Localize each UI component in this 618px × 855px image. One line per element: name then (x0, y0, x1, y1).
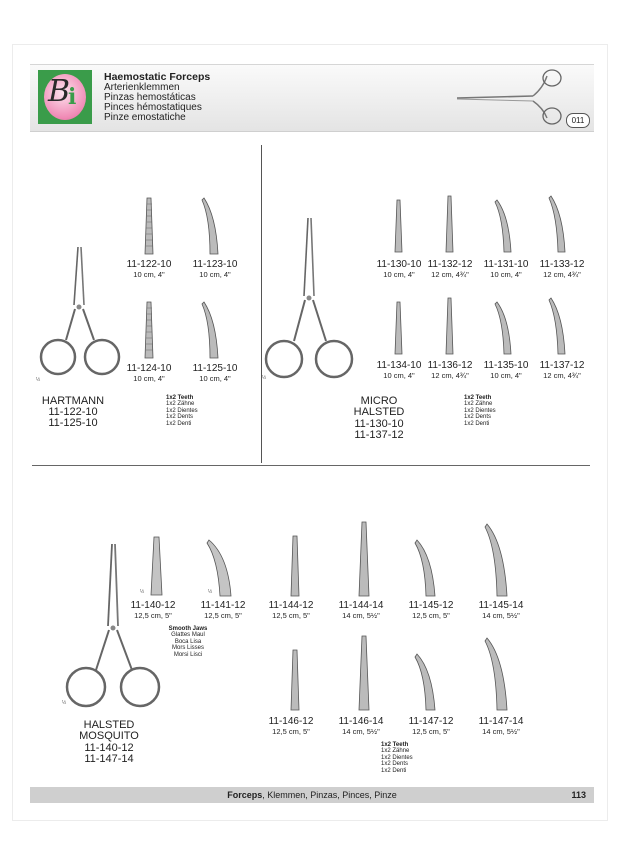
product-size: 12 cm, 4¾" (543, 270, 581, 279)
subtitle-de: Arterienklemmen (104, 82, 180, 93)
micro-halsted-name-1: MICRO (360, 395, 398, 407)
product-code: 11-145-12 (408, 600, 454, 611)
hartmann-forceps-image (38, 245, 122, 385)
product-code: 11-125-10 (192, 363, 238, 374)
brand-logo: B i (38, 70, 92, 124)
mosquito-code-1: 11-140-12 (84, 742, 134, 754)
page-number: 113 (571, 790, 586, 800)
tip-image-straight (288, 534, 302, 598)
product-size: 14 cm, 5½" (482, 727, 520, 736)
product-code: 11-133-12 (539, 259, 585, 270)
scale-fraction: ½ (262, 375, 267, 381)
tip-image-curved (484, 522, 510, 598)
product-code: 11-146-14 (338, 716, 384, 727)
page-title: Haemostatic Forceps (104, 71, 211, 83)
product-size: 12,5 cm, 5" (134, 611, 172, 620)
tip-image-straight (392, 198, 406, 254)
mosquito-name-1: HALSTED (83, 719, 135, 731)
product-code: 11-132-12 (427, 259, 473, 270)
tip-image-straight-smooth (148, 535, 166, 597)
product-code: 11-140-12 (130, 600, 176, 611)
hartmann-code-1: 11-122-10 (48, 406, 98, 418)
subtitle-es: Pinzas hemostáticas (104, 92, 196, 103)
product-code: 11-134-10 (376, 360, 422, 371)
product-size: 14 cm, 5½" (342, 727, 380, 736)
tip-image-curved (548, 296, 570, 356)
mosquito-name-2: MOSQUITO (79, 730, 139, 742)
tip-image-curved (494, 198, 516, 254)
tip-image-curved (548, 194, 570, 254)
product-code: 11-147-14 (478, 716, 524, 727)
product-size: 14 cm, 5½" (342, 611, 380, 620)
micro-halsted-name-2: HALSTED (353, 406, 405, 418)
product-code: 11-144-14 (338, 600, 384, 611)
product-size: 12,5 cm, 5" (412, 727, 450, 736)
scale-fraction: ½ (62, 700, 67, 706)
product-code: 11-124-10 (126, 363, 172, 374)
product-size: 10 cm, 4" (383, 270, 415, 279)
product-code: 11-144-12 (268, 600, 314, 611)
product-size: 12,5 cm, 5" (412, 611, 450, 620)
subtitle-it: Pinze emostatiche (104, 112, 186, 123)
product-code: 11-137-12 (539, 360, 585, 371)
product-code: 11-135-10 (483, 360, 529, 371)
tip-image-straight (392, 300, 406, 356)
subtitle-fr: Pinces hémostatiques (104, 102, 202, 113)
teeth-legend: 1x2 Teeth 1x2 Zähne 1x2 Dientes 1x2 Dents 1x2 Denti (381, 742, 413, 774)
teeth-legend: 1x2 Teeth 1x2 Zähne 1x2 Dientes 1x2 Dents 1x2 Denti (166, 395, 198, 427)
hartmann-code-2: 11-125-10 (48, 417, 98, 429)
tip-image-curved (200, 196, 222, 256)
product-size: 10 cm, 4" (199, 270, 231, 279)
micro-halsted-code-2: 11-137-12 (354, 429, 404, 441)
product-code: 11-136-12 (427, 360, 473, 371)
section-number-badge: 011 (566, 113, 590, 128)
tip-image-curved (484, 636, 510, 712)
product-code: 11-147-12 (408, 716, 454, 727)
smooth-jaws-legend: Smooth Jaws Glattes Maul Boca Lisa Mors Lisses Morsi Lisci (168, 626, 208, 658)
teeth-legend: 1x2 Teeth 1x2 Zähne 1x2 Dientes 1x2 Dents 1x2 Denti (464, 395, 496, 427)
product-size: 12,5 cm, 5" (204, 611, 242, 620)
product-size: 10 cm, 4" (490, 270, 522, 279)
scale-fraction: ½ (208, 589, 213, 595)
footer-caption: Forceps, Klemmen, Pinzas, Pinces, Pinze (227, 790, 397, 800)
section-divider-horizontal (32, 465, 590, 466)
product-size: 12 cm, 4¾" (543, 371, 581, 380)
product-code: 11-141-12 (200, 600, 246, 611)
tip-image-straight (443, 194, 457, 254)
product-code: 11-146-12 (268, 716, 314, 727)
tip-image-straight (142, 196, 158, 256)
tip-image-curved (414, 538, 438, 598)
micro-halsted-forceps-image (264, 216, 356, 384)
product-code: 11-130-10 (376, 259, 422, 270)
product-size: 12 cm, 4¾" (431, 371, 469, 380)
tip-image-curved (494, 300, 516, 356)
tip-image-curved (414, 652, 438, 712)
product-size: 12,5 cm, 5" (272, 727, 310, 736)
product-code: 11-145-14 (478, 600, 524, 611)
scale-fraction: ½ (36, 377, 41, 383)
product-code: 11-122-10 (126, 259, 172, 270)
product-size: 12 cm, 4¾" (431, 270, 469, 279)
product-size: 10 cm, 4" (133, 374, 165, 383)
mosquito-code-2: 11-147-14 (84, 753, 134, 765)
product-size: 10 cm, 4" (383, 371, 415, 380)
product-code: 11-123-10 (192, 259, 238, 270)
product-size: 10 cm, 4" (199, 374, 231, 383)
tip-image-curved (200, 300, 222, 360)
footer-bar (30, 787, 594, 803)
section-divider-vertical (261, 145, 262, 463)
tip-image-straight (443, 296, 457, 356)
micro-halsted-code-1: 11-130-10 (354, 418, 404, 430)
product-size: 10 cm, 4" (133, 270, 165, 279)
product-size: 14 cm, 5½" (482, 611, 520, 620)
scale-fraction: ½ (140, 589, 145, 595)
product-code: 11-131-10 (483, 259, 529, 270)
tip-image-straight (288, 648, 302, 712)
product-size: 12,5 cm, 5" (272, 611, 310, 620)
product-size: 10 cm, 4" (490, 371, 522, 380)
header-forceps-icon (455, 68, 565, 126)
tip-image-straight (356, 520, 372, 598)
hartmann-name: HARTMANN (41, 395, 105, 407)
tip-image-straight (142, 300, 158, 360)
tip-image-straight (356, 634, 372, 712)
